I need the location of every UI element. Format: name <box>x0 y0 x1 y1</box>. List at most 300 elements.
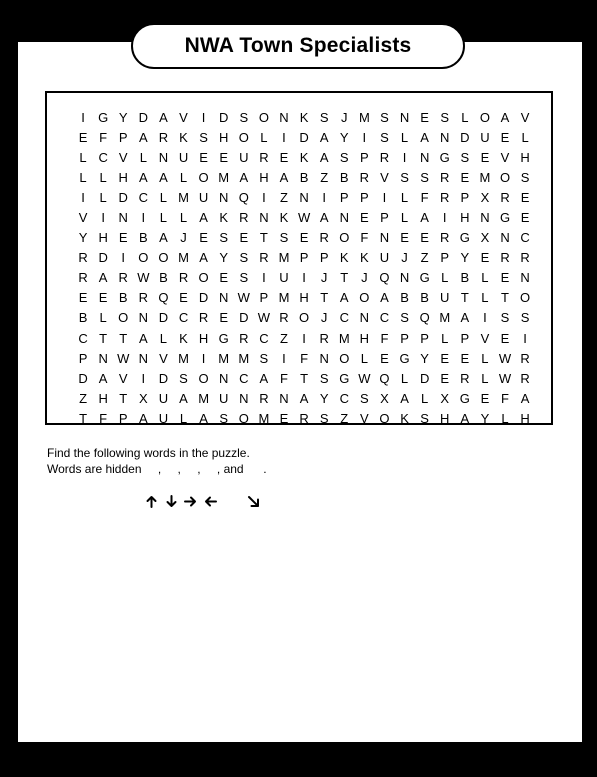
grid-letter[interactable]: A <box>319 149 329 165</box>
grid-letter[interactable]: U <box>480 129 490 145</box>
grid-letter[interactable]: K <box>279 210 289 226</box>
grid-letter[interactable]: E <box>440 370 450 386</box>
grid-letter[interactable]: X <box>138 390 148 406</box>
grid-letter[interactable]: N <box>520 270 530 286</box>
grid-letter[interactable]: T <box>501 290 509 306</box>
grid-letter[interactable]: I <box>81 109 85 125</box>
grid-letter[interactable]: B <box>118 290 128 306</box>
grid-letter[interactable]: J <box>361 270 368 286</box>
grid-letter[interactable]: W <box>117 350 130 366</box>
grid-letter[interactable]: G <box>439 149 450 165</box>
grid-letter[interactable]: K <box>179 330 188 346</box>
grid-letter[interactable]: U <box>158 390 169 406</box>
grid-letter[interactable]: K <box>179 129 188 145</box>
grid-letter[interactable]: D <box>219 109 229 125</box>
grid-letter[interactable]: Y <box>420 350 429 366</box>
grid-letter[interactable]: L <box>400 189 409 205</box>
grid-letter[interactable]: W <box>498 350 512 366</box>
grid-letter[interactable]: E <box>299 230 309 246</box>
grid-letter[interactable]: H <box>219 129 229 145</box>
grid-letter[interactable]: P <box>339 189 349 205</box>
grid-letter[interactable]: Y <box>460 250 470 266</box>
grid-letter[interactable]: G <box>339 370 350 386</box>
grid-letter[interactable]: F <box>360 230 369 246</box>
grid-letter[interactable]: O <box>138 250 149 266</box>
grid-letter[interactable]: R <box>319 230 329 246</box>
grid-letter[interactable]: M <box>439 310 451 326</box>
grid-letter[interactable]: C <box>98 149 108 165</box>
grid-letter[interactable]: R <box>440 169 450 185</box>
grid-letter[interactable]: L <box>260 129 268 145</box>
grid-letter[interactable]: V <box>159 350 168 366</box>
grid-letter[interactable]: E <box>500 330 510 346</box>
grid-letter[interactable]: L <box>421 390 429 406</box>
grid-letter[interactable]: H <box>460 210 470 226</box>
grid-letter[interactable]: N <box>299 189 309 205</box>
grid-letter[interactable]: R <box>78 270 88 286</box>
grid-letter[interactable]: S <box>520 310 530 326</box>
grid-letter[interactable]: L <box>521 129 529 145</box>
grid-letter[interactable]: P <box>460 330 470 346</box>
grid-letter[interactable]: M <box>278 250 290 266</box>
grid-letter[interactable]: L <box>501 410 509 426</box>
grid-letter[interactable]: C <box>259 330 269 346</box>
grid-letter[interactable]: G <box>459 230 470 246</box>
grid-letter[interactable]: T <box>119 330 128 346</box>
grid-letter[interactable]: U <box>198 189 209 205</box>
grid-letter[interactable]: G <box>499 210 511 226</box>
grid-letter[interactable]: E <box>239 230 249 246</box>
grid-letter[interactable]: I <box>81 189 85 205</box>
grid-letter[interactable]: E <box>78 290 88 306</box>
grid-letter[interactable]: R <box>138 290 149 306</box>
grid-letter[interactable]: Z <box>280 330 288 346</box>
grid-letter[interactable]: E <box>500 270 510 286</box>
grid-letter[interactable]: E <box>480 390 490 406</box>
grid-letter[interactable]: H <box>440 410 450 426</box>
grid-letter[interactable]: M <box>198 390 210 406</box>
grid-letter[interactable]: P <box>400 330 409 346</box>
grid-letter[interactable]: V <box>78 210 88 226</box>
grid-letter[interactable]: W <box>498 370 512 386</box>
grid-letter[interactable]: S <box>279 230 289 246</box>
grid-letter[interactable]: F <box>380 330 389 346</box>
grid-letter[interactable]: D <box>158 310 169 326</box>
grid-letter[interactable]: R <box>460 370 470 386</box>
grid-letter[interactable]: A <box>138 330 148 346</box>
grid-letter[interactable]: R <box>178 270 189 286</box>
grid-letter[interactable]: I <box>362 129 367 145</box>
grid-letter[interactable]: J <box>401 250 408 266</box>
grid-letter[interactable]: K <box>299 109 309 125</box>
grid-letter[interactable]: D <box>460 129 470 145</box>
grid-letter[interactable]: U <box>178 149 189 165</box>
grid-letter[interactable]: Y <box>319 390 329 406</box>
grid-letter[interactable]: S <box>239 270 249 286</box>
grid-letter[interactable]: N <box>219 290 229 306</box>
grid-letter[interactable]: O <box>479 109 490 125</box>
grid-letter[interactable]: E <box>360 210 369 226</box>
grid-letter[interactable]: S <box>219 410 229 426</box>
grid-letter[interactable]: A <box>380 290 389 306</box>
grid-letter[interactable]: R <box>520 250 530 266</box>
grid-letter[interactable]: S <box>420 410 429 426</box>
grid-letter[interactable]: B <box>299 169 309 185</box>
grid-letter[interactable]: D <box>118 189 128 205</box>
grid-letter[interactable]: Q <box>238 189 249 205</box>
grid-letter[interactable]: Z <box>420 250 429 266</box>
grid-letter[interactable]: L <box>99 310 107 326</box>
grid-letter[interactable]: I <box>442 210 447 226</box>
grid-letter[interactable]: P <box>380 210 389 226</box>
grid-letter[interactable]: M <box>238 350 250 366</box>
grid-letter[interactable]: A <box>138 410 148 426</box>
grid-letter[interactable]: H <box>259 169 269 185</box>
grid-letter[interactable]: P <box>319 250 329 266</box>
grid-letter[interactable]: O <box>258 109 269 125</box>
grid-letter[interactable]: E <box>279 149 289 165</box>
grid-letter[interactable]: Z <box>320 169 329 185</box>
grid-letter[interactable]: E <box>420 109 429 125</box>
grid-letter[interactable]: P <box>360 189 369 205</box>
grid-letter[interactable]: K <box>360 250 369 266</box>
grid-letter[interactable]: E <box>118 230 128 246</box>
grid-letter[interactable]: W <box>257 310 271 326</box>
grid-letter[interactable]: R <box>500 250 510 266</box>
grid-letter[interactable]: O <box>198 169 209 185</box>
grid-letter[interactable]: R <box>520 350 530 366</box>
grid-letter[interactable]: A <box>159 109 168 125</box>
grid-letter[interactable]: D <box>98 250 108 266</box>
grid-letter[interactable]: M <box>338 330 350 346</box>
grid-letter[interactable]: U <box>279 270 289 286</box>
grid-letter[interactable]: H <box>299 290 309 306</box>
grid-letter[interactable]: Q <box>419 310 430 326</box>
grid-letter[interactable]: O <box>339 230 350 246</box>
grid-letter[interactable]: Z <box>340 410 349 426</box>
grid-letter[interactable]: V <box>118 370 128 386</box>
grid-letter[interactable]: R <box>299 410 309 426</box>
grid-letter[interactable]: T <box>79 410 88 426</box>
grid-letter[interactable]: N <box>399 270 410 286</box>
grid-letter[interactable]: S <box>380 109 389 125</box>
grid-letter[interactable]: S <box>500 310 510 326</box>
grid-letter[interactable]: L <box>441 270 449 286</box>
grid-letter[interactable]: X <box>480 230 490 246</box>
grid-letter[interactable]: N <box>259 210 269 226</box>
grid-letter[interactable]: M <box>258 410 270 426</box>
grid-letter[interactable]: K <box>400 410 409 426</box>
grid-letter[interactable]: A <box>500 109 510 125</box>
grid-letter[interactable]: P <box>420 330 429 346</box>
grid-letter[interactable]: S <box>360 390 369 406</box>
grid-letter[interactable]: S <box>319 370 329 386</box>
grid-letter[interactable]: A <box>159 230 168 246</box>
grid-letter[interactable]: B <box>339 169 349 185</box>
grid-letter[interactable]: N <box>118 210 128 226</box>
grid-letter[interactable]: P <box>299 250 309 266</box>
grid-letter[interactable]: I <box>141 370 146 386</box>
grid-letter[interactable]: I <box>483 310 487 326</box>
grid-letter[interactable]: E <box>279 410 289 426</box>
grid-letter[interactable]: L <box>461 109 469 125</box>
grid-letter[interactable]: L <box>79 169 87 185</box>
grid-letter[interactable]: C <box>339 390 349 406</box>
grid-letter[interactable]: E <box>460 350 470 366</box>
grid-letter[interactable]: X <box>440 390 450 406</box>
grid-letter[interactable]: P <box>440 250 450 266</box>
grid-letter[interactable]: S <box>239 250 249 266</box>
grid-letter[interactable]: L <box>481 370 489 386</box>
grid-letter[interactable]: R <box>279 310 289 326</box>
grid-letter[interactable]: A <box>520 390 530 406</box>
grid-letter[interactable]: Y <box>339 129 349 145</box>
grid-letter[interactable]: N <box>339 210 349 226</box>
grid-letter[interactable]: R <box>440 230 450 246</box>
grid-letter[interactable]: C <box>138 189 149 205</box>
grid-letter[interactable]: U <box>239 149 249 165</box>
grid-letter[interactable]: N <box>480 210 490 226</box>
grid-letter[interactable]: S <box>199 129 208 145</box>
grid-letter[interactable]: L <box>481 290 489 306</box>
grid-letter[interactable]: N <box>138 350 149 366</box>
grid-letter[interactable]: P <box>118 410 128 426</box>
grid-letter[interactable]: L <box>159 330 168 346</box>
grid-letter[interactable]: N <box>500 230 510 246</box>
grid-letter[interactable]: O <box>198 270 209 286</box>
grid-letter[interactable]: Q <box>379 270 390 286</box>
grid-letter[interactable]: T <box>259 230 268 246</box>
grid-letter[interactable]: A <box>98 270 108 286</box>
grid-letter[interactable]: V <box>480 330 490 346</box>
grid-letter[interactable]: D <box>78 370 88 386</box>
grid-letter[interactable]: E <box>520 189 530 205</box>
grid-letter[interactable]: M <box>218 350 230 366</box>
grid-letter[interactable]: K <box>299 149 309 165</box>
grid-letter[interactable]: G <box>98 109 109 125</box>
grid-letter[interactable]: R <box>379 149 390 165</box>
grid-letter[interactable]: P <box>460 189 470 205</box>
grid-letter[interactable]: A <box>460 310 470 326</box>
grid-letter[interactable]: I <box>141 210 146 226</box>
grid-letter[interactable]: R <box>158 129 169 145</box>
grid-letter[interactable]: A <box>460 410 470 426</box>
grid-letter[interactable]: R <box>520 370 530 386</box>
grid-letter[interactable]: E <box>480 149 490 165</box>
grid-letter[interactable]: J <box>320 310 328 326</box>
grid-letter[interactable]: C <box>78 330 88 346</box>
grid-letter[interactable]: C <box>178 310 189 326</box>
grid-letter[interactable]: O <box>198 370 209 386</box>
grid-letter[interactable]: E <box>179 290 188 306</box>
grid-letter[interactable]: S <box>400 169 409 185</box>
grid-letter[interactable]: N <box>279 390 289 406</box>
grid-letter[interactable]: I <box>262 189 266 205</box>
grid-letter[interactable]: R <box>259 390 269 406</box>
grid-letter[interactable]: Y <box>78 230 88 246</box>
grid-letter[interactable]: L <box>360 350 368 366</box>
grid-letter[interactable]: L <box>400 370 409 386</box>
grid-letter[interactable]: Z <box>79 390 88 406</box>
grid-letter[interactable]: S <box>219 230 229 246</box>
grid-letter[interactable]: X <box>480 189 490 205</box>
grid-letter[interactable]: H <box>520 410 530 426</box>
grid-letter[interactable]: O <box>118 310 129 326</box>
grid-letter[interactable]: L <box>99 169 107 185</box>
grid-letter[interactable]: R <box>259 149 269 165</box>
grid-letter[interactable]: S <box>380 129 389 145</box>
grid-letter[interactable]: U <box>379 250 390 266</box>
grid-letter[interactable]: E <box>460 169 470 185</box>
grid-letter[interactable]: I <box>302 270 306 286</box>
grid-letter[interactable]: A <box>319 129 329 145</box>
grid-letter[interactable]: J <box>320 270 328 286</box>
grid-letter[interactable]: E <box>199 149 208 165</box>
grid-letter[interactable]: I <box>282 350 286 366</box>
grid-letter[interactable]: Q <box>379 370 390 386</box>
grid-letter[interactable]: G <box>419 270 430 286</box>
grid-letter[interactable]: M <box>358 109 370 125</box>
grid-letter[interactable]: S <box>179 370 188 386</box>
grid-letter[interactable]: A <box>98 370 108 386</box>
grid-letter[interactable]: V <box>118 149 128 165</box>
grid-letter[interactable]: N <box>440 129 450 145</box>
grid-letter[interactable]: F <box>501 390 509 406</box>
grid-letter[interactable]: E <box>219 149 229 165</box>
grid-letter[interactable]: P <box>78 350 88 366</box>
grid-letter[interactable]: W <box>137 270 150 286</box>
grid-letter[interactable]: B <box>420 290 429 306</box>
grid-letter[interactable]: L <box>139 149 147 165</box>
grid-letter[interactable]: O <box>238 129 249 145</box>
grid-letter[interactable]: S <box>420 169 429 185</box>
grid-letter[interactable]: I <box>262 270 266 286</box>
grid-letter[interactable]: V <box>520 109 530 125</box>
grid-letter[interactable]: S <box>319 109 329 125</box>
grid-letter[interactable]: B <box>159 270 168 286</box>
grid-letter[interactable]: T <box>320 290 329 306</box>
grid-letter[interactable]: R <box>259 250 269 266</box>
grid-letter[interactable]: A <box>138 129 148 145</box>
grid-letter[interactable]: V <box>500 149 510 165</box>
grid-letter[interactable]: P <box>360 149 369 165</box>
grid-letter[interactable]: F <box>280 370 288 386</box>
grid-letter[interactable]: D <box>239 310 249 326</box>
grid-letter[interactable]: I <box>302 330 306 346</box>
grid-letter[interactable]: Y <box>480 410 490 426</box>
grid-letter[interactable]: L <box>400 129 409 145</box>
grid-letter[interactable]: E <box>500 129 510 145</box>
grid-letter[interactable]: F <box>99 410 108 426</box>
grid-letter[interactable]: O <box>339 350 350 366</box>
grid-letter[interactable]: R <box>239 330 249 346</box>
grid-letter[interactable]: S <box>440 109 450 125</box>
grid-letter[interactable]: E <box>480 250 490 266</box>
grid-letter[interactable]: S <box>259 350 269 366</box>
grid-letter[interactable]: L <box>159 189 168 205</box>
grid-letter[interactable]: A <box>339 290 349 306</box>
grid-letter[interactable]: B <box>400 290 409 306</box>
grid-letter[interactable]: A <box>420 210 429 226</box>
grid-letter[interactable]: G <box>459 390 470 406</box>
grid-letter[interactable]: H <box>520 149 530 165</box>
grid-letter[interactable]: H <box>98 230 108 246</box>
grid-letter[interactable]: I <box>282 129 286 145</box>
grid-letter[interactable]: D <box>138 109 149 125</box>
grid-letter[interactable]: F <box>420 189 429 205</box>
grid-letter[interactable]: R <box>78 250 88 266</box>
grid-letter[interactable]: U <box>158 410 169 426</box>
grid-letter[interactable]: L <box>179 169 188 185</box>
grid-letter[interactable]: L <box>99 189 107 205</box>
grid-letter[interactable]: A <box>138 169 148 185</box>
grid-letter[interactable]: N <box>138 310 149 326</box>
grid-letter[interactable]: J <box>180 230 187 246</box>
grid-letter[interactable]: Q <box>158 290 169 306</box>
grid-letter[interactable]: S <box>339 149 349 165</box>
grid-letter[interactable]: I <box>101 210 105 226</box>
grid-letter[interactable]: B <box>138 230 148 246</box>
grid-letter[interactable]: A <box>400 390 409 406</box>
grid-letter[interactable]: M <box>278 290 290 306</box>
grid-letter[interactable]: W <box>358 370 371 386</box>
grid-letter[interactable]: N <box>359 310 370 326</box>
grid-letter[interactable]: Y <box>219 250 229 266</box>
grid-letter[interactable]: S <box>460 149 470 165</box>
grid-letter[interactable]: L <box>179 410 188 426</box>
grid-letter[interactable]: E <box>440 350 450 366</box>
grid-letter[interactable]: Y <box>118 109 128 125</box>
grid-letter[interactable]: B <box>460 270 470 286</box>
grid-letter[interactable]: P <box>259 290 269 306</box>
grid-letter[interactable]: R <box>500 189 510 205</box>
grid-letter[interactable]: R <box>440 189 450 205</box>
grid-letter[interactable]: A <box>199 250 208 266</box>
grid-letter[interactable]: U <box>219 390 229 406</box>
grid-letter[interactable]: T <box>99 330 108 346</box>
grid-letter[interactable]: H <box>198 330 209 346</box>
grid-letter[interactable]: A <box>179 390 188 406</box>
grid-letter[interactable]: A <box>299 390 309 406</box>
grid-letter[interactable]: I <box>201 350 206 366</box>
grid-letter[interactable]: C <box>379 310 390 326</box>
grid-letter[interactable]: M <box>178 350 189 366</box>
grid-letter[interactable]: I <box>121 250 126 266</box>
grid-letter[interactable]: A <box>239 169 249 185</box>
grid-letter[interactable]: E <box>520 210 530 226</box>
grid-letter[interactable]: R <box>319 330 329 346</box>
grid-letter[interactable]: O <box>238 410 249 426</box>
grid-letter[interactable]: S <box>239 109 249 125</box>
grid-letter[interactable]: J <box>341 109 348 125</box>
grid-letter[interactable]: N <box>279 109 289 125</box>
grid-letter[interactable]: E <box>400 230 409 246</box>
grid-letter[interactable]: D <box>198 290 209 306</box>
grid-letter[interactable]: K <box>219 210 229 226</box>
grid-letter[interactable]: A <box>259 370 269 386</box>
grid-letter[interactable]: W <box>297 210 311 226</box>
grid-letter[interactable]: S <box>400 310 409 326</box>
grid-letter[interactable]: B <box>78 310 88 326</box>
grid-letter[interactable]: W <box>237 290 250 306</box>
grid-letter[interactable]: L <box>400 210 409 226</box>
grid-letter[interactable]: R <box>239 210 249 226</box>
grid-letter[interactable]: I <box>201 109 206 125</box>
grid-letter[interactable]: V <box>380 169 389 185</box>
grid-letter[interactable]: E <box>219 270 229 286</box>
grid-letter[interactable]: N <box>399 109 410 125</box>
grid-letter[interactable]: T <box>460 290 469 306</box>
